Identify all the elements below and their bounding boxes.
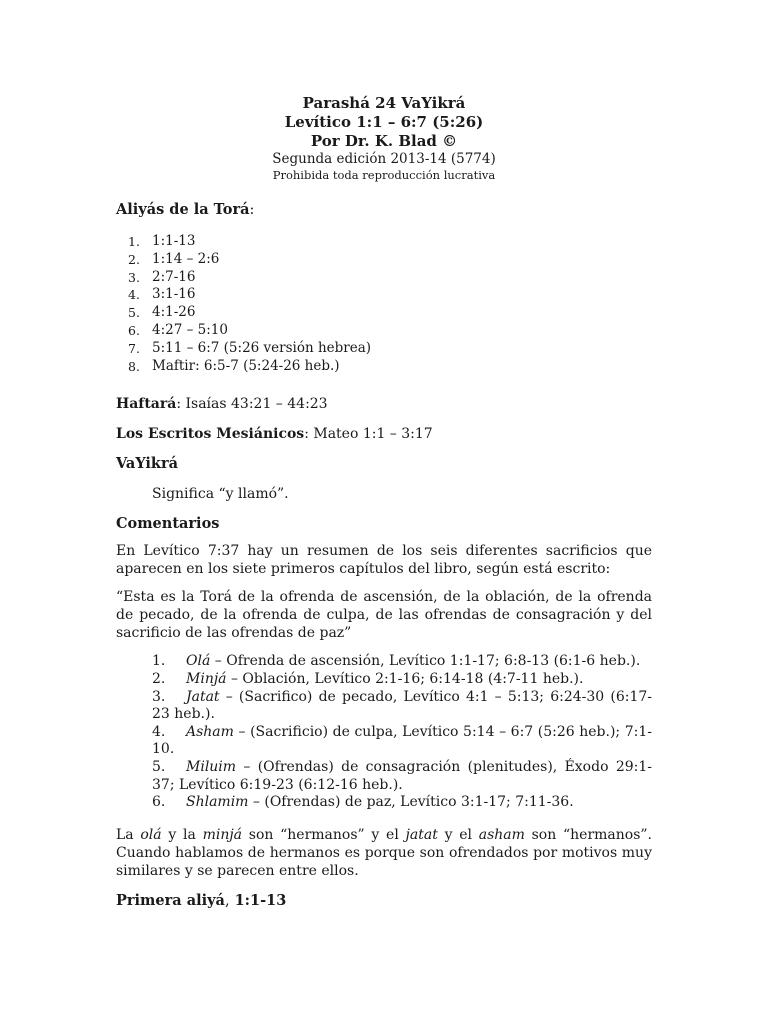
list-item: 2. Minjá – Oblación, Levítico 2:1-16; 6:14-18 (4:7-11 heb.). bbox=[152, 670, 584, 687]
aliyot-heading: Aliyás de la Torá: bbox=[116, 201, 255, 218]
primera-aliya-heading: Primera aliyá, 1:1-13 bbox=[116, 891, 287, 909]
list-item: 4. Asham – (Sacrificio) de culpa, Levítico 5:14 – 6:7 (5:26 heb.); 7:1-10. bbox=[152, 723, 652, 758]
sacrificios-list bbox=[116, 653, 652, 811]
quote-paragraph: “Esta es la Torá de la ofrenda de ascensión, de la oblación, de la ofrenda de pecado, de la ofrenda de culpa, de las ofrendas de consagración y del sacrificio de las ofrendas de paz” bbox=[116, 589, 652, 642]
list-item: 7. 5:11 – 6:7 (5:26 versión hebrea) bbox=[128, 339, 372, 356]
list-item: 1. Olá – Ofrenda de ascensión, Levítico 1:1-17; 6:8-13 (6:1-6 heb.). bbox=[152, 653, 641, 670]
escritos-line: Los Escritos Mesiánicos: Mateo 1:1 – 3:17 bbox=[116, 426, 433, 443]
list-item: 2. 1:14 – 2:6 bbox=[128, 250, 220, 267]
list-item: 3. 2:7-16 bbox=[128, 268, 196, 285]
hermanos-paragraph: La olá y la minjá son “hermanos” y el jatat y el asham son “hermanos”. Cuando hablamos de hermanos es porque son ofrendados por motivos muy similares y se parecen entre ellos. bbox=[116, 826, 652, 879]
parasha-title: Parashá 24 VaYikrá bbox=[302, 94, 466, 112]
document-header bbox=[0, 94, 768, 182]
comentarios-heading: Comentarios bbox=[116, 515, 220, 533]
document-body bbox=[116, 201, 652, 910]
list-item: 4. 3:1-16 bbox=[128, 286, 196, 303]
list-item: 8. Maftir: 6:5-7 (5:24-26 heb.) bbox=[128, 357, 340, 374]
haftara-line: Haftará: Isaías 43:21 – 44:23 bbox=[116, 396, 328, 413]
list-item: 5. 4:1-26 bbox=[128, 304, 196, 321]
copyright-notice: Prohibida toda reproducción lucrativa bbox=[272, 168, 496, 182]
vayikra-meaning: Significa “y llamó”. bbox=[152, 486, 289, 503]
list-item: 6. Shlamim – (Ofrendas) de paz, Levítico 3:1-17; 7:11-36. bbox=[152, 794, 574, 811]
list-item: 1. 1:1-13 bbox=[128, 233, 196, 249]
aliyot-list bbox=[116, 233, 652, 375]
edition-line: Segunda edición 2013-14 (5774) bbox=[272, 151, 496, 167]
list-item: 6. 4:27 – 5:10 bbox=[128, 321, 228, 338]
list-item: 3. Jatat – (Sacrifico) de pecado, Levítico 4:1 – 5:13; 6:24-30 (6:17-23 heb.). bbox=[152, 688, 652, 723]
vayikra-heading: VaYikrá bbox=[116, 455, 179, 473]
reference-title: Levítico 1:1 – 6:7 (5:26) bbox=[284, 113, 484, 131]
intro-paragraph: En Levítico 7:37 hay un resumen de los seis diferentes sacrificios que aparecen en los siete primeros capítulos del libro, según está escrito: bbox=[116, 543, 652, 578]
author-title: Por Dr. K. Blad © bbox=[310, 132, 458, 150]
list-item: 5. Miluim – (Ofrendas) de consagración (plenitudes), Éxodo 29:1-37; Levítico 6:19-23 (6:12-16 heb.). bbox=[152, 758, 652, 793]
